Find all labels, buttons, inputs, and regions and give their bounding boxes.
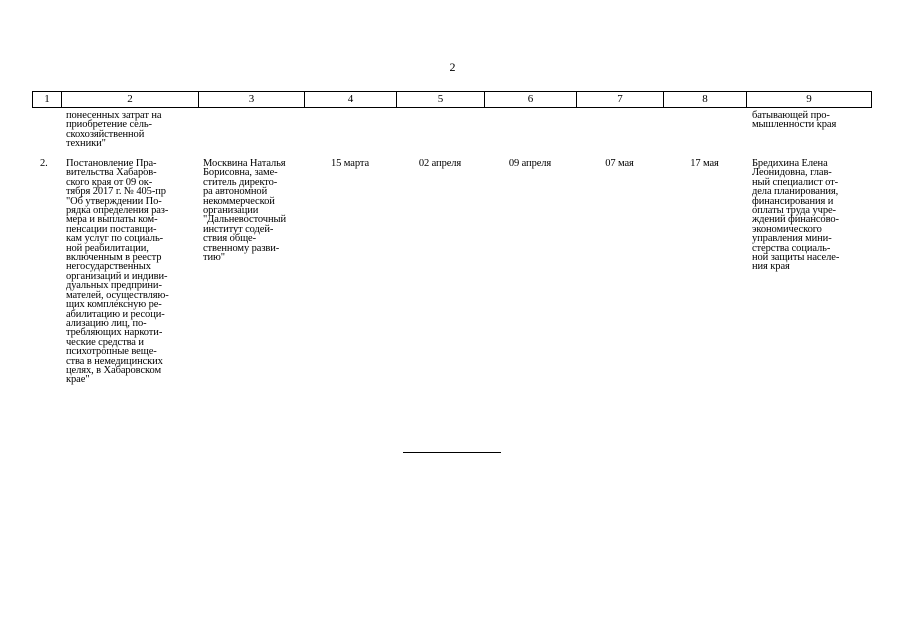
row-document-title: Постановление Пра- вительства Хабаров- ского края от 09 ок- тября 2017 г. № 405-пр "Об утверждении По- рядка определения раз- мера и выплаты ком- пенсации поставщи- кам услуг по социаль- ной реабилитации, включенным в реестр негосударственных организаций и индиви- дуальных предприни- мателей, осуществляю- щих комплексную ре- абилитацию и ресоци- ализацию лиц, по- требляющих наркоти- ческие средства и психотропные веще- ства в немедицинских целях, в Хабаровском крае" bbox=[66, 158, 169, 386]
column-header-8: 8 bbox=[664, 92, 747, 107]
continuation-col2: понесенных затрат на приобретение сель- скохозяйственной техники" bbox=[66, 110, 162, 150]
column-header-1: 1 bbox=[33, 92, 62, 107]
row-number: 2. bbox=[40, 158, 48, 169]
row-contact-person: Бредихина Елена Леонидовна, глав- ный специалист от- дела планирования, финансирования и оплаты труда учре- ждений финансово- экономического управления мини- стерства социаль- ной защиты населе- ния края bbox=[752, 158, 840, 273]
continuation-col9: батывающей про- мышленности края bbox=[752, 110, 837, 131]
column-header-3: 3 bbox=[199, 92, 305, 107]
row-date-col5: 02 апреля bbox=[418, 158, 462, 169]
row-date-col8: 17 мая bbox=[690, 158, 719, 169]
row-date-col7: 07 мая bbox=[605, 158, 634, 169]
row-responsible-person: Москвина Наталья Борисовна, заме- ститель директо- ра автономной некоммерческой организации "Дальневосточный институт содей- ствия обще- ственному разви- тию" bbox=[203, 158, 286, 264]
column-header-9: 9 bbox=[806, 93, 812, 105]
column-header-5: 5 bbox=[397, 92, 485, 107]
end-of-document-line bbox=[403, 452, 501, 453]
column-header-4: 4 bbox=[305, 92, 397, 107]
column-header-6: 6 bbox=[485, 92, 577, 107]
table-header-row bbox=[32, 91, 872, 108]
page-number: 2 bbox=[449, 60, 456, 74]
row-date-col6: 09 апреля bbox=[508, 158, 552, 169]
column-header-2: 2 bbox=[62, 92, 199, 107]
row-date-col4: 15 марта bbox=[330, 158, 370, 169]
column-header-7: 7 bbox=[577, 92, 664, 107]
